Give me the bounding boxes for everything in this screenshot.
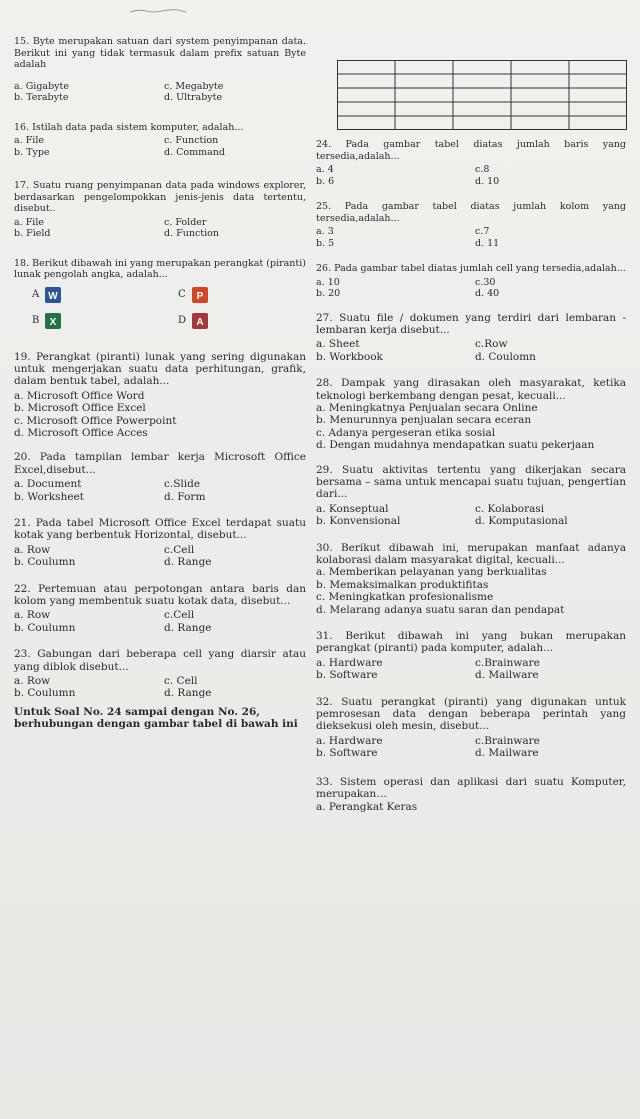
option-b[interactable]: b. Coulumn [14,687,76,700]
option-d[interactable]: d. Range [164,621,212,634]
question-15 [14,36,306,104]
question-32 [316,696,626,760]
option-c[interactable]: c. Adanya pergeseran etika sosial [316,426,496,439]
option-d[interactable]: d. Mailware [475,669,539,682]
option-b[interactable]: b. Field [14,228,51,239]
option-c[interactable]: c. Microsoft Office Powerpoint [14,414,177,427]
option-d[interactable]: d. Microsoft Office Acces [14,426,148,439]
option-b[interactable]: b. Coulumn [14,621,76,634]
question-33 [316,776,626,813]
option-b[interactable]: b. Menurunnya penjualan secara eceran [316,414,532,427]
question-27 [316,312,626,364]
option-c[interactable]: c.Cell [164,609,195,622]
question-stem: 29. Suatu aktivitas tertentu yang dikerjakan secara bersama – sama untuk mencapai suatu tujuan, pengertian dari... [316,463,626,501]
question-28 [316,377,626,451]
option-c[interactable]: c.30 [475,276,496,288]
svg-text:W: W [48,290,58,302]
option-letter: D [178,315,187,326]
option-b[interactable]: b. Terabyte [14,92,69,103]
option-a[interactable]: a. Row [14,609,51,622]
option-b[interactable] [14,313,160,329]
question-stem: 30. Berikut dibawah ini, merupakan manfaat adanya kolaborasi dalam masyarakat digital, kecuali... [316,541,626,566]
option-d[interactable]: d. Melarang adanya suatu saran dan pendapat [316,603,565,616]
question-stem: 15. Byte merupakan satuan dari system penyimpanan data. Berikut ini yang tidak termasuk dalam prefix satuan Byte adalah [14,36,306,70]
question-stem: 18. Berikut dibawah ini yang merupakan perangkat (piranti) lunak pengolah angka, adalah... [14,257,306,280]
option-c[interactable] [160,287,306,303]
option-c[interactable]: c. Kolaborasi [475,502,545,515]
question-stem: 17. Suatu ruang penyimpanan data pada windows explorer, berdasarkan pengelompokkan jenis-jenis data tertentu, disebut.. [14,180,306,214]
option-d[interactable]: d. Dengan mudahnya mendapatkan suatu pekerjaan [316,439,595,452]
option-d[interactable]: d. Komputasional [475,515,568,528]
right-column [316,115,626,813]
option-a[interactable]: a. Sheet [316,338,360,351]
option-d[interactable]: d. Ultrabyte [164,92,223,103]
question-stem: 16. Istilah data pada sistem komputer, adalah... [14,121,244,133]
option-letter: A [32,289,40,300]
question-16 [14,122,306,159]
question-29 [316,464,626,528]
question-stem: 26. Pada gambar tabel diatas jumlah cell yang tersedia,adalah... [316,263,626,274]
option-a[interactable]: a. File [14,216,44,228]
question-20 [14,451,306,503]
option-a[interactable]: a. Hardware [316,656,383,669]
option-b[interactable]: b. Type [14,146,50,158]
option-b[interactable]: b. Coulumn [14,556,76,569]
option-c[interactable]: c.Slide [164,478,201,491]
option-b[interactable]: b. Memaksimalkan produktifitas [316,578,489,591]
option-b[interactable]: b. 6 [316,175,335,187]
option-d[interactable]: d. Range [164,556,212,569]
option-c[interactable]: c. Meningkatkan profesionalisme [316,591,494,604]
question-24 [316,139,626,187]
option-a[interactable]: a. Konseptual [316,502,389,515]
svg-text:X: X [50,316,57,328]
option-d[interactable]: d. Form [164,490,206,503]
question-17 [14,180,306,240]
word-icon [45,287,61,303]
handwritten-scribble [128,8,188,14]
question-stem: 20. Pada tampilan lembar kerja Microsoft Office Excel,disebut... [14,451,306,476]
option-a[interactable]: a. Hardware [316,734,383,747]
option-b[interactable]: b. Workbook [316,350,383,363]
option-a[interactable]: a. Microsoft Office Word [14,389,145,402]
access-icon [192,313,208,329]
option-a[interactable]: a. Gigabyte [14,80,69,92]
question-21 [14,517,306,569]
option-c[interactable]: c.Brainware [475,656,540,669]
powerpoint-icon [192,287,208,303]
svg-text:A: A [196,316,204,328]
option-d[interactable]: d. 10 [475,175,500,187]
option-a[interactable]: a. Meningkatnya Penjualan secara Online [316,401,538,414]
option-a[interactable]: a. Row [14,543,51,556]
option-d[interactable]: d. 11 [475,237,500,249]
option-d[interactable]: d. Coulomn [475,350,536,363]
option-a[interactable]: a. 4 [316,164,334,175]
question-stem: 25. Pada gambar tabel diatas jumlah kolom yang tersedia,adalah... [316,201,626,224]
question-23 [14,648,306,700]
option-c[interactable]: c. Function [164,135,219,146]
option-a[interactable]: a. 3 [316,226,334,237]
option-a[interactable]: a. 10 [316,276,340,288]
option-b[interactable]: b. Software [316,747,378,760]
option-c[interactable]: c. Cell [164,675,198,688]
option-d[interactable]: d. Function [164,228,219,239]
option-b[interactable]: b. Software [316,669,378,682]
left-column [14,36,306,741]
question-stem: 33. Sistem operasi dan aplikasi dari suatu Komputer, merupakan… [316,775,626,801]
question-stem: 24. Pada gambar tabel diatas jumlah baris yang tersedia,adalah... [316,139,626,162]
option-d[interactable]: d. Mailware [475,747,539,760]
question-25 [316,201,626,249]
option-c[interactable]: c.7 [475,226,490,237]
option-a[interactable]: a. File [14,135,44,146]
option-b[interactable]: b. 5 [316,237,335,249]
option-b[interactable]: b. Microsoft Office Excel [14,402,146,415]
question-stem: 32. Suatu perangkat (piranti) yang digunakan untuk pemrosesan data dengan beberapa perintah yang dieksekusi oleh mesin, disebut... [316,695,626,733]
option-c[interactable]: c. Megabyte [164,80,224,92]
option-letter: C [178,289,186,300]
option-d[interactable] [160,313,306,329]
question-22 [14,583,306,635]
option-a[interactable] [14,287,160,303]
question-stem: 28. Dampak yang dirasakan oleh masyarakat, ketika teknologi berkembang dengan pesat, kecuali... [316,377,626,402]
section-intro: Untuk Soal No. 24 sampai dengan No. 26, berhubungan dengan gambar tabel di bawah ini [14,705,298,731]
option-a[interactable]: a. Memberikan pelayanan yang berkualitas [316,566,547,579]
question-stem: 22. Pertemuan atau perpotongan antara baris dan kolom yang membentuk suatu kotak data, disebut... [14,582,306,607]
svg-text:P: P [196,290,203,302]
option-c[interactable]: c.Brainware [475,734,540,747]
option-d[interactable]: d. Range [164,687,212,700]
question-stem: 31. Berikut dibawah ini yang bukan merupakan perangkat (piranti) pada komputer, adalah... [316,630,626,655]
option-d[interactable]: d. Command [164,146,225,158]
question-18 [14,258,306,329]
option-b[interactable]: b. Worksheet [14,490,84,503]
option-c[interactable]: c. Folder [164,216,207,228]
question-30 [316,542,626,616]
question-stem: 27. Suatu file / dokumen yang terdiri dari lembaran - lembaran kerja disebut... [316,311,626,336]
option-a[interactable]: a. Row [14,675,51,688]
question-stem: 23. Gabungan dari beberapa cell yang diarsir atau yang diblok disebut... [14,648,306,673]
option-b[interactable]: b. Konvensional [316,515,401,528]
question-stem: 19. Perangkat (piranti) lunak yang sering digunakan untuk mengerjakan suatu data perhitungan, grafik, dalam bentuk tabel, adalah... [14,350,306,388]
option-c[interactable]: c.Cell [164,543,195,556]
option-d[interactable]: d. 40 [475,288,500,299]
option-letter: B [32,315,40,326]
question-19 [14,351,306,440]
question-26 [316,263,626,300]
option-a[interactable]: a. Perangkat Keras [316,800,418,813]
option-c[interactable]: c.8 [475,164,490,175]
option-b[interactable]: b. 20 [316,288,341,299]
option-a[interactable]: a. Document [14,478,82,491]
question-31 [316,630,626,682]
option-c[interactable]: c.Row [475,338,508,351]
question-stem: 21. Pada tabel Microsoft Office Excel terdapat suatu kotak yang berbentuk Horizontal, disebut... [14,516,306,542]
excel-icon [45,313,61,329]
